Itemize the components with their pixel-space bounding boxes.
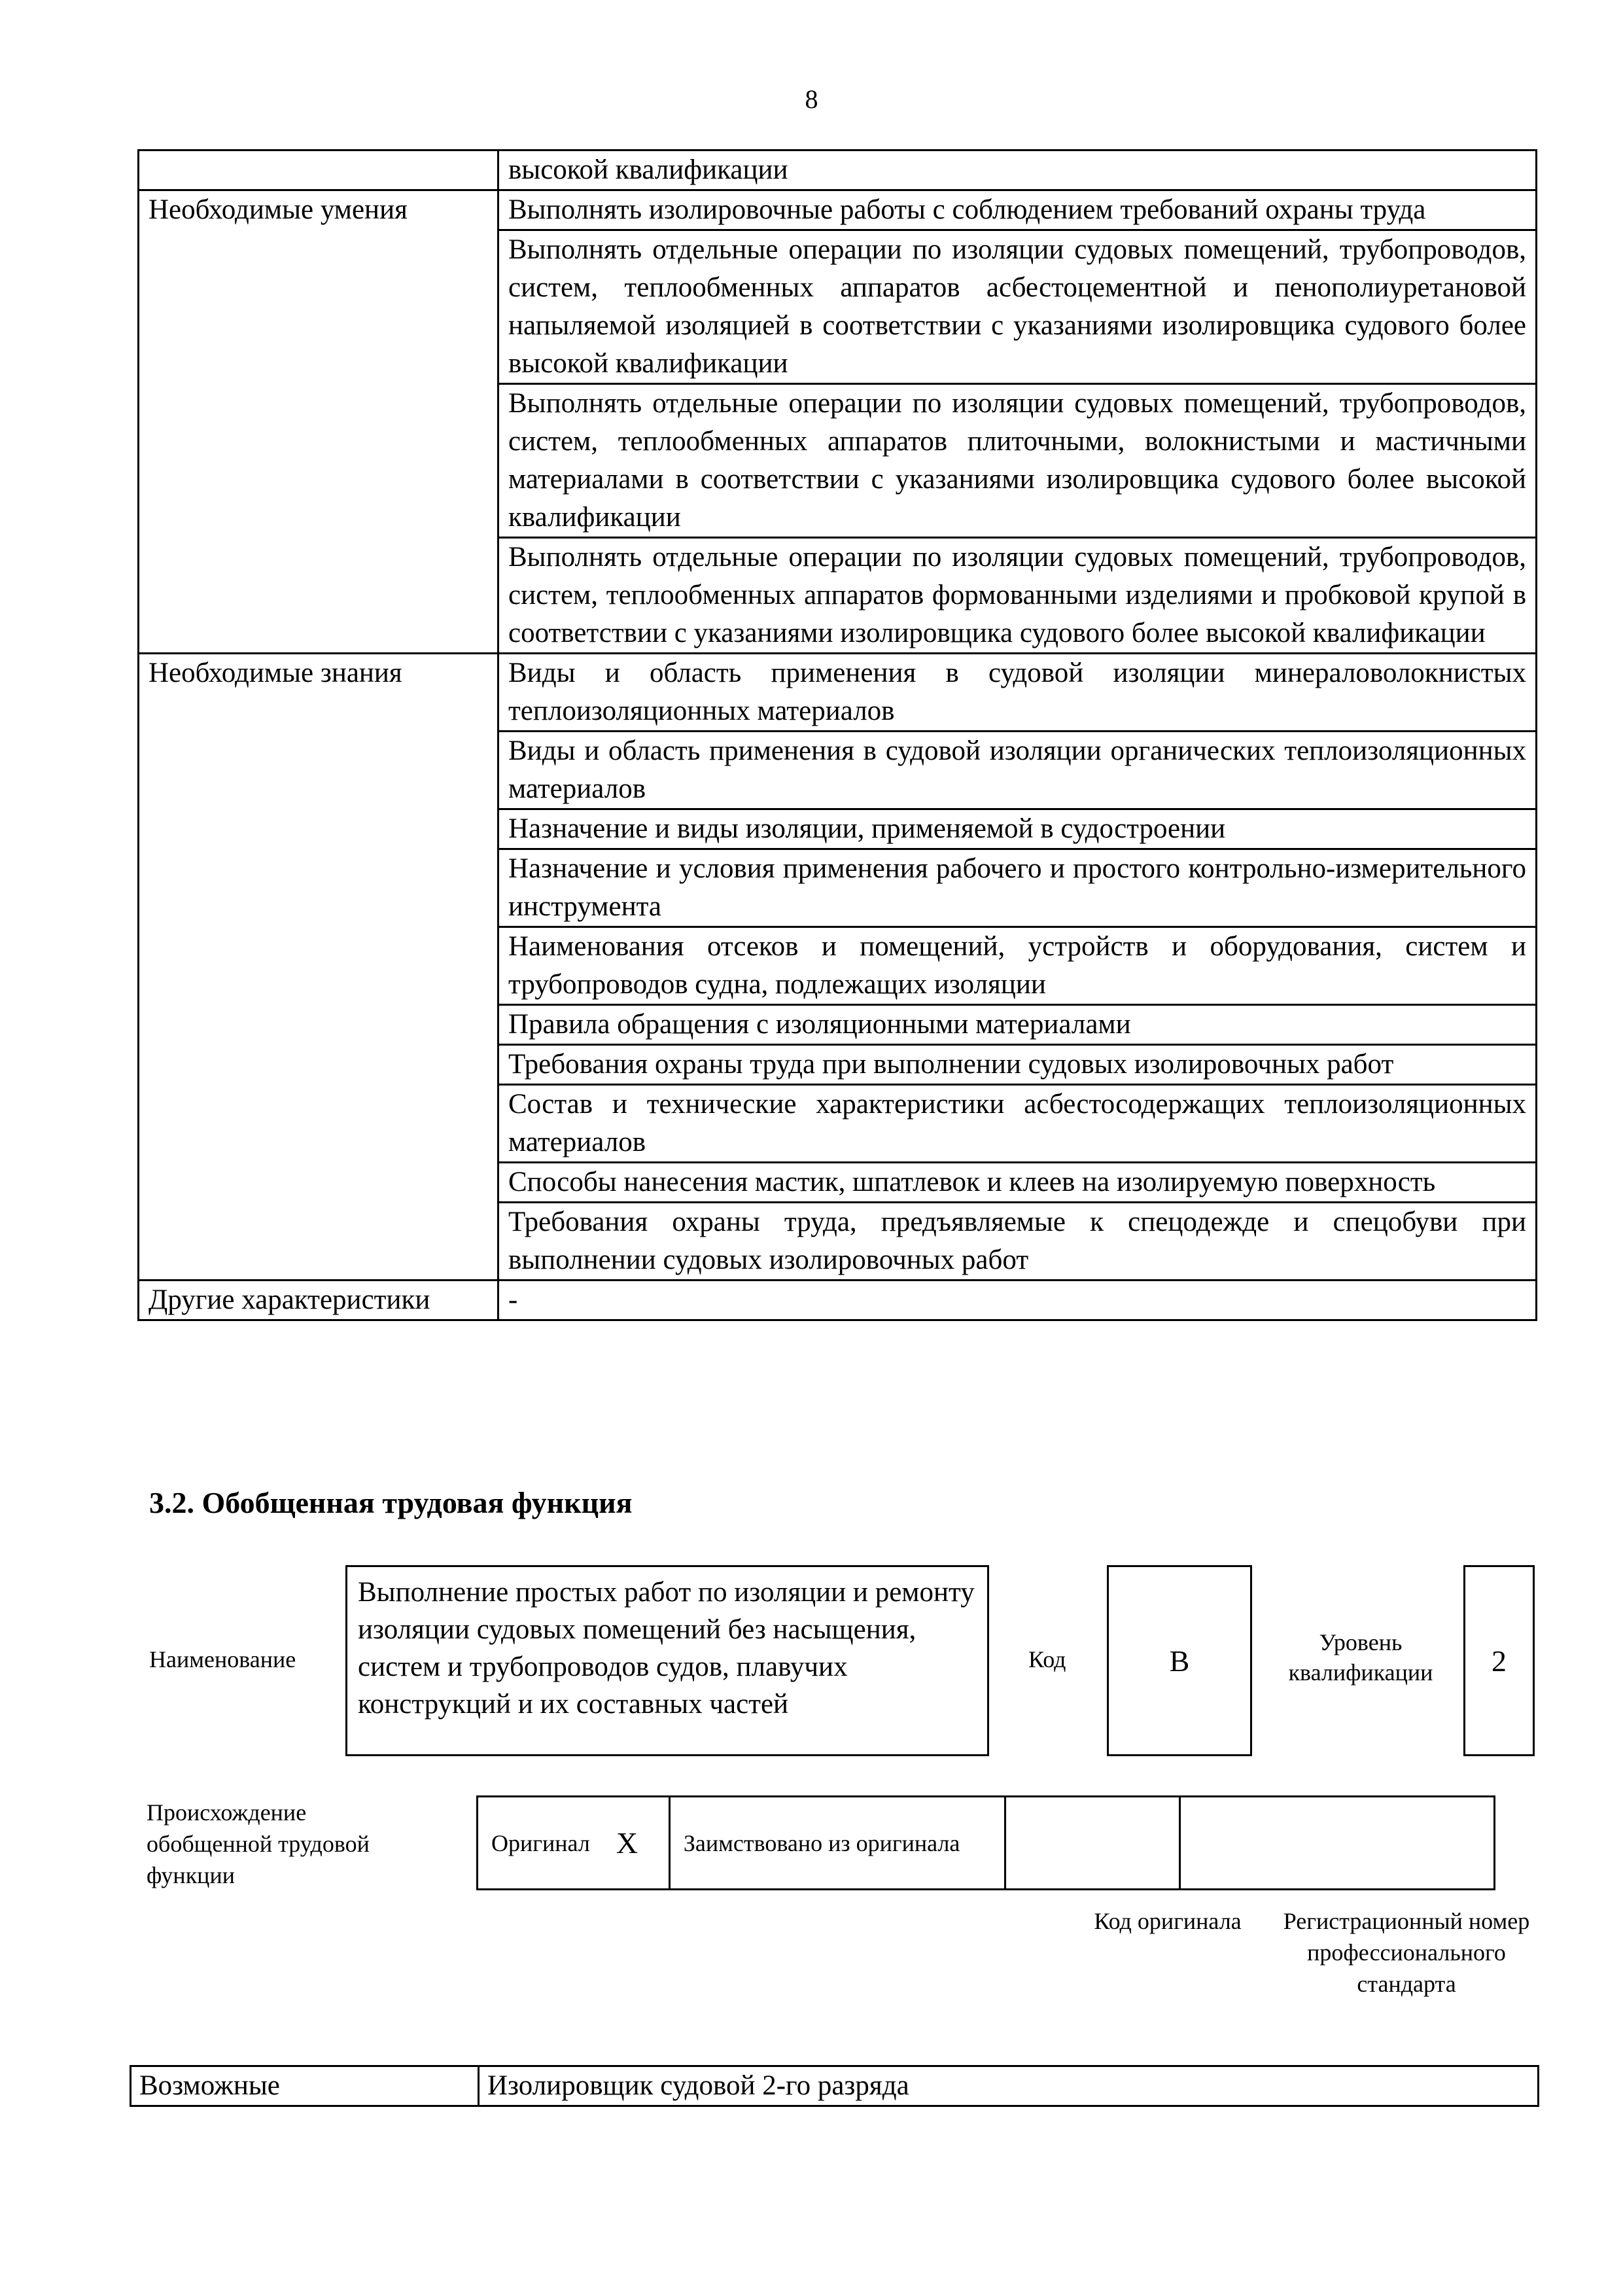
row-item: Назначение и виды изоляции, применяемой в судостроении (498, 809, 1537, 849)
qualification-level-label: Уровень квалификации (1288, 1629, 1433, 1686)
possible-value: Изолировщик судовой 2-го разряда (479, 2066, 1539, 2106)
row-label: Другие характеристики (139, 1280, 498, 1320)
table-row (139, 654, 1537, 732)
code-original-caption: Код оригинала (1094, 1908, 1242, 1934)
row-item: Требования охраны труда, предъявляемые к спецодежде и спецобуви при выполнении судовых изолировочных работ (498, 1203, 1537, 1280)
reg-number-caption: Регистрационный номер профессионального стандарта (1283, 1908, 1530, 1997)
qualification-level-box: 2 (1463, 1565, 1535, 1756)
row-item: Выполнять отдельные операции по изоляции судовых помещений, трубопроводов, систем, теплообменных аппаратов асбестоцементной и пенополиуретановой напыляемой изоляцией в соответствии с указаниями изолировщика судового более высокой квалификации (498, 230, 1537, 384)
row-item: Состав и технические характеристики асбестосодержащих теплоизоляционных материалов (498, 1085, 1537, 1163)
requirements-table (137, 149, 1537, 1321)
reg-number-cell (1179, 1797, 1494, 1890)
page-number: 8 (805, 84, 818, 114)
possible-label: Возможные (131, 2066, 479, 2106)
original-label: Оригинал (478, 1797, 603, 1890)
code-box: В (1107, 1565, 1252, 1756)
row-item: - (498, 1280, 1537, 1320)
row-item: Выполнять отдельные операции по изоляции судовых помещений, трубопроводов, систем, теплообменных аппаратов плиточными, волокнистыми и мастичными материалами в соответствии с указаниями изолировщика судового более высокой квалификации (498, 384, 1537, 538)
name-label: Наименование (149, 1646, 296, 1672)
possible-titles-table (130, 2065, 1539, 2107)
row-label (139, 150, 498, 190)
origin-label: Происхождение обобщенной трудовой функции (147, 1799, 370, 1888)
row-item: Наименования отсеков и помещений, устройств и оборудования, систем и трубопроводов судна, подлежащих изоляции (498, 927, 1537, 1005)
row-item: Виды и область применения в судовой изоляции минераловолокнистых теплоизоляционных материалов (498, 654, 1537, 732)
row-label: Необходимые умения (139, 190, 498, 654)
row-item: Выполнять изолировочные работы с соблюдением требований охраны труда (498, 190, 1537, 230)
table-row (139, 190, 1537, 230)
row-item: Выполнять отдельные операции по изоляции судовых помещений, трубопроводов, систем, теплообменных аппаратов формованными изделиями и пробковой крупой в соответствии с указаниями изолировщика судового более высокой квалификации (498, 538, 1537, 654)
table-row (139, 1280, 1537, 1320)
row-item: Требования охраны труда при выполнении судовых изолировочных работ (498, 1045, 1537, 1085)
code-label: Код (1028, 1646, 1066, 1672)
origin-table (476, 1795, 1495, 1890)
original-mark: X (603, 1797, 670, 1890)
row-item: высокой квалификации (498, 150, 1537, 190)
row-item: Правила обращения с изоляционными материалами (498, 1005, 1537, 1045)
section-heading: 3.2. Обобщенная трудовая функция (149, 1486, 633, 1519)
function-name-box: Выполнение простых работ по изоляции и ремонту изоляции судовых помещений без насыщения, систем и трубопроводов судов, плавучих конструкций и их составных частей (345, 1565, 989, 1756)
table-row (139, 150, 1537, 190)
row-item: Назначение и условия применения рабочего и простого контрольно-измерительного инструмента (498, 849, 1537, 927)
borrowed-label: Заимствовано из оригинала (669, 1797, 1005, 1890)
code-original-cell (1005, 1797, 1179, 1890)
row-item: Способы нанесения мастик, шпатлевок и клеев на изолируемую поверхность (498, 1163, 1537, 1203)
row-label: Необходимые знания (139, 654, 498, 1280)
row-item: Виды и область применения в судовой изоляции органических теплоизоляционных материалов (498, 732, 1537, 809)
